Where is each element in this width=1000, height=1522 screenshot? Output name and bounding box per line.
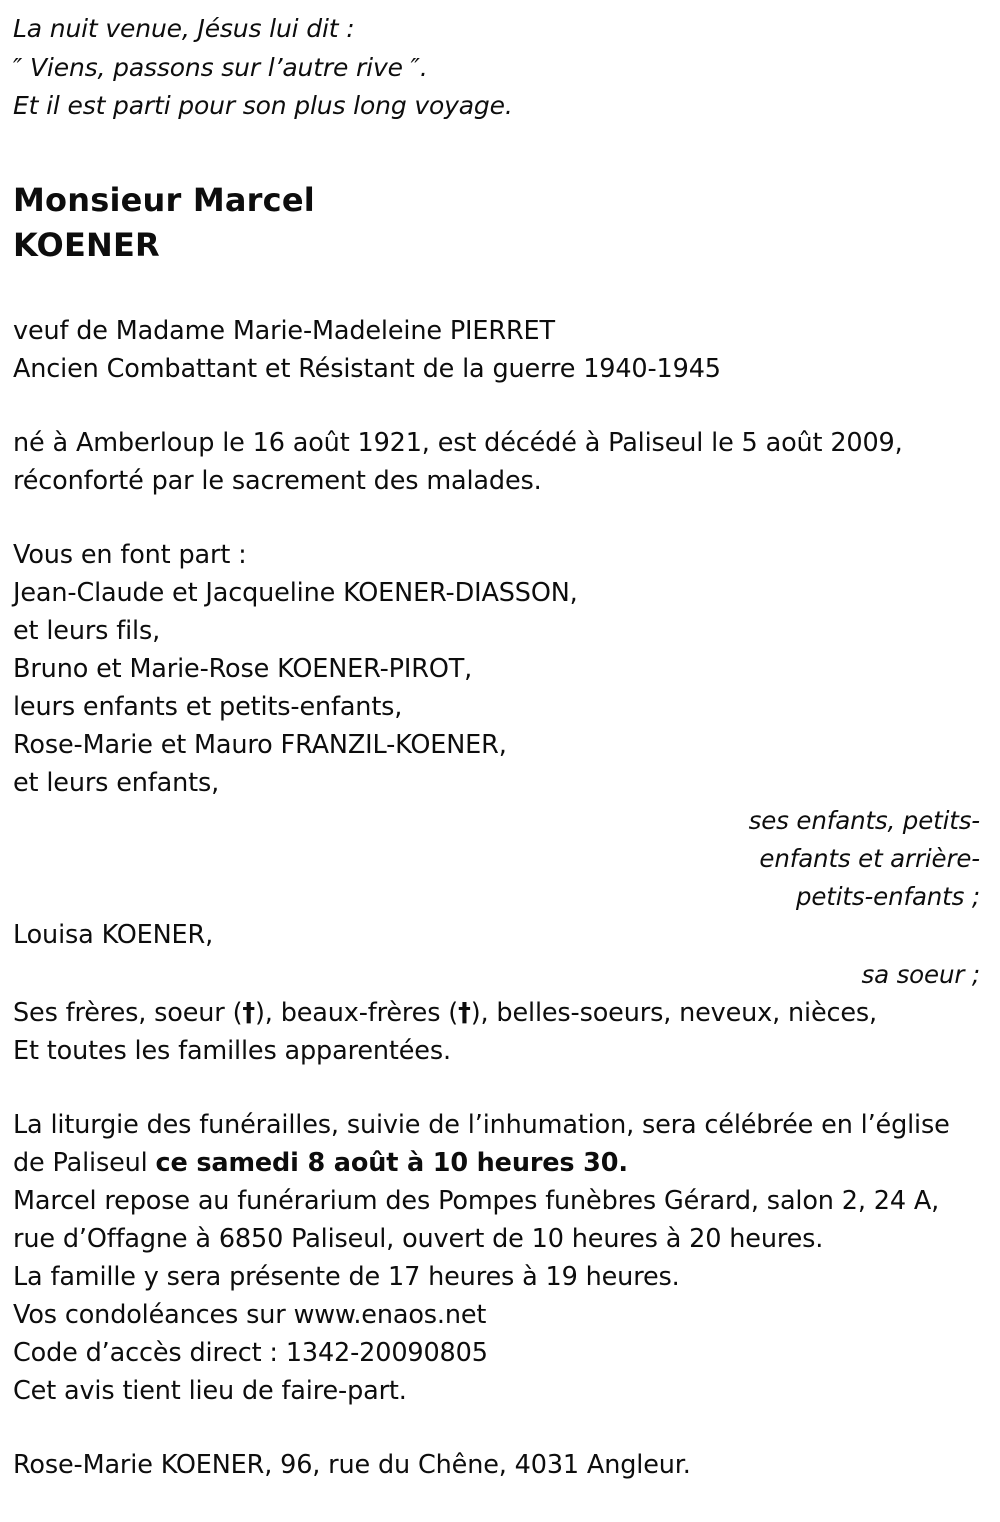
notice-note-line: Cet avis tient lieu de faire-part. [13, 1375, 407, 1406]
relation-children-line-3: petits-enfants ; [795, 881, 980, 911]
status-block [13, 312, 990, 388]
deceased-surname-line: KOENER [13, 225, 160, 264]
distinction-line: Ancien Combattant et Résistant de la guerre 1940-1945 [13, 353, 721, 384]
liturgy-line-2 [13, 1144, 990, 1182]
announcement-block [13, 536, 990, 802]
liturgy-line-1: La liturgie des funérailles, suivie de l’inhumation, sera célébrée en l’église [13, 1109, 950, 1140]
relation-children-line-1: ses enfants, petits- [748, 805, 980, 835]
extended-suffix: ), belles-soeurs, neveux, nièces, [470, 997, 877, 1028]
family-line-5: Rose-Marie et Mauro FRANZIL-KOENER, [13, 729, 507, 760]
funeral-home-line-1: Marcel repose au funérarium des Pompes funèbres Gérard, salon 2, 24 A, [13, 1185, 940, 1216]
family-line-1: Jean-Claude et Jacqueline KOENER-DIASSON, [13, 577, 578, 608]
announcement-intro: Vous en font part : [13, 539, 247, 570]
deceased-name-block [13, 178, 990, 268]
epigraph-line-2: ″ Viens, passons sur l’autre rive ″. [13, 52, 428, 82]
birth-death-line: né à Amberloup le 16 août 1921, est décédé à Paliseul le 5 août 2009, [13, 427, 903, 458]
family-line-2: et leurs fils, [13, 615, 161, 646]
spacer [13, 1410, 990, 1446]
family-presence-line: La famille y sera présente de 17 heures à 19 heures. [13, 1261, 680, 1292]
dagger-icon: † [458, 997, 471, 1028]
spacer [13, 388, 990, 424]
spacer [13, 268, 990, 312]
widower-line: veuf de Madame Marie-Madeleine PIERRET [13, 315, 555, 346]
extended-family-line-1 [13, 994, 990, 1032]
extended-prefix: Ses frères, soeur ( [13, 997, 243, 1028]
sacrament-line: réconforté par le sacrement des malades. [13, 465, 542, 496]
extended-middle: ), beaux-frères ( [255, 997, 459, 1028]
contact-block [13, 1446, 990, 1484]
relation-sister-line: sa soeur ; [861, 959, 980, 989]
epigraph-line-3: Et il est parti pour son plus long voyage. [13, 91, 513, 120]
access-code-line: Code d’accès direct : 1342-20090805 [13, 1337, 488, 1368]
spacer [13, 1070, 990, 1106]
spacer [13, 500, 990, 536]
family-line-4: leurs enfants et petits-enfants, [13, 691, 403, 722]
extended-family-line-2: Et toutes les familles apparentées. [13, 1035, 451, 1066]
liturgy-line-2-prefix: de Paliseul [13, 1147, 156, 1178]
contact-address-line: Rose-Marie KOENER, 96, rue du Chêne, 4031 Angleur. [13, 1449, 691, 1480]
dagger-icon: † [242, 997, 255, 1028]
epigraph-line-1: La nuit venue, Jésus lui dit : [13, 14, 355, 43]
deceased-title-line: Monsieur Marcel [13, 180, 315, 219]
condolences-line: Vos condoléances sur www.enaos.net [13, 1299, 487, 1330]
sister-block [13, 916, 990, 954]
extended-family-block [13, 994, 990, 1070]
ceremony-block [13, 1106, 990, 1410]
relation-sister-caption [13, 956, 990, 994]
sister-name-line: Louisa KOENER, [13, 919, 214, 950]
epigraph-block [13, 10, 990, 126]
funeral-home-line-2: rue d’Offagne à 6850 Paliseul, ouvert de 10 heures à 20 heures. [13, 1223, 824, 1254]
relation-children-line-2: enfants et arrière- [759, 843, 980, 873]
ceremony-datetime: ce samedi 8 août à 10 heures 30. [155, 1147, 628, 1178]
life-dates-block [13, 424, 990, 500]
relation-children-caption [13, 802, 990, 916]
family-line-3: Bruno et Marie-Rose KOENER-PIROT, [13, 653, 473, 684]
family-line-6: et leurs enfants, [13, 767, 220, 798]
